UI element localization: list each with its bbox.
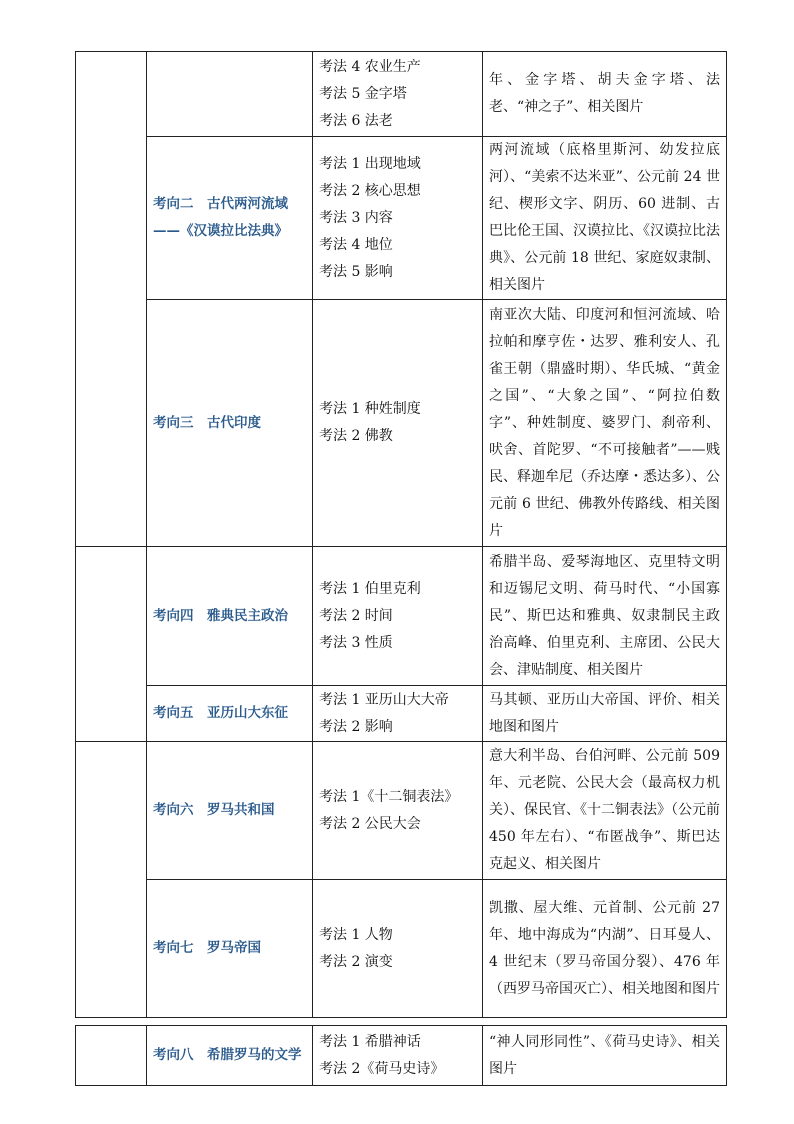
method-cell xyxy=(313,880,483,1018)
method-item: 考法 2 公民大会 xyxy=(319,815,421,832)
keywords-cell xyxy=(483,137,727,300)
table-row xyxy=(76,880,727,1018)
unit-cell xyxy=(76,1026,147,1086)
keywords-text: 南亚次大陆、印度河和恒河流域、哈拉帕和摩亨佐・达罗、雅利安人、孔雀王朝（鼎盛时期）、华氏城、“黄金之国”、“大象之国”、“阿拉伯数字”、种姓制度、婆罗门、刹帝利、吠舍、首陀罗、“不可接触者”——贱民、释迦牟尼（乔达摩・悉达多）、公元前 6 世纪、佛教外传路线、相关图片 xyxy=(489,306,720,539)
keywords-text: 希腊半岛、爱琴海地区、克里特文明和迈锡尼文明、荷马时代、“小国寡民”、斯巴达和雅典、奴隶制民主政治高峰、伯里克利、主席团、公民大会、津贴制度、相关图片 xyxy=(489,553,720,678)
method-item: 考法 1 人物 xyxy=(319,926,393,943)
keywords-text: 马其顿、亚历山大帝国、评价、相关地图和图片 xyxy=(489,691,720,735)
table-row xyxy=(76,137,727,300)
topic-heading-cell xyxy=(147,137,313,300)
topic-heading: 考向二 古代两河流域——《汉谟拉比法典》 xyxy=(153,196,288,239)
method-item: 考法 5 影响 xyxy=(319,263,393,280)
method-item: 考法 4 地位 xyxy=(319,236,393,253)
topic-heading: 考向八 希腊罗马的文学 xyxy=(153,1047,302,1063)
keywords-cell xyxy=(483,742,727,880)
unit-cell xyxy=(76,52,147,547)
topic-heading-cell xyxy=(147,742,313,880)
method-cell xyxy=(313,742,483,880)
topic-heading: 考向四 雅典民主政治 xyxy=(153,607,288,624)
method-item: 考法 3 内容 xyxy=(319,209,393,226)
keywords-text: 两河流域（底格里斯河、幼发拉底河）、“美索不达米亚”、公元前 24 世纪、楔形文字、阴历、60 进制、古巴比伦王国、汉谟拉比、《汉谟拉比法典》、公元前 18 世纪、家庭奴隶制、相关图片 xyxy=(489,142,720,293)
table-row xyxy=(76,300,727,547)
method-item: 考法 2 影响 xyxy=(319,718,393,735)
keywords-cell xyxy=(483,547,727,686)
topic-heading: 考向六 罗马共和国 xyxy=(153,802,275,818)
method-item: 考法 2 佛教 xyxy=(319,428,393,444)
table-row xyxy=(76,742,727,880)
topic-heading-cell xyxy=(147,547,313,686)
method-item: 考法 1 种姓制度 xyxy=(319,401,421,417)
keywords-text: 凯撒、屋大维、元首制、公元前 27 年、地中海成为“内湖”、日耳曼人、4 世纪末（罗马帝国分裂）、476 年（西罗马帝国灭亡）、相关地图和图片 xyxy=(489,899,720,997)
keywords-cell xyxy=(483,880,727,1018)
method-item: 考法 3 性质 xyxy=(319,634,393,651)
unit-cell xyxy=(76,547,147,742)
method-item: 考法 2 核心思想 xyxy=(319,182,421,199)
topic-heading-cell xyxy=(147,1026,313,1086)
method-cell xyxy=(313,137,483,300)
keywords-cell xyxy=(483,52,727,137)
method-item: 考法 2 时间 xyxy=(319,607,393,624)
keywords-text: 年、金字塔、胡夫金字塔、法老、“神之子”、相关图片 xyxy=(489,72,720,115)
method-item: 考法 1《十二铜表法》 xyxy=(319,788,459,805)
keywords-text: “神人同形同性”、《荷马史诗》、相关图片 xyxy=(489,1033,720,1077)
topic-heading: 考向七 罗马帝国 xyxy=(153,940,261,956)
unit-cell xyxy=(76,742,147,1018)
method-cell xyxy=(313,52,483,137)
keywords-cell xyxy=(483,1026,727,1086)
topic-heading: 考向五 亚历山大东征 xyxy=(153,705,288,721)
table-row xyxy=(76,686,727,742)
table-row xyxy=(76,1026,727,1086)
method-cell xyxy=(313,547,483,686)
topic-heading-cell xyxy=(147,686,313,742)
method-cell xyxy=(313,300,483,547)
method-item: 考法 1 希腊神话 xyxy=(319,1033,421,1050)
method-item: 考法 4 农业生产 xyxy=(319,58,421,75)
table-row xyxy=(76,52,727,137)
method-item: 考法 2 演变 xyxy=(319,953,393,970)
topic-heading-cell xyxy=(147,52,313,137)
method-cell xyxy=(313,686,483,742)
method-item: 考法 1 伯里克利 xyxy=(319,580,421,597)
exam-topics-table-continued xyxy=(75,1025,727,1086)
method-item: 考法 1 出现地域 xyxy=(319,155,421,172)
keywords-text: 意大利半岛、台伯河畔、公元前 509 年、元老院、公民大会（最高权力机关）、保民官、《十二铜表法》（公元前 450 年左右）、“布匿战争”、斯巴达克起义、相关图片 xyxy=(489,748,720,872)
keywords-cell xyxy=(483,300,727,547)
topic-heading-cell xyxy=(147,880,313,1018)
exam-topics-table xyxy=(75,51,727,1018)
topic-heading: 考向三 古代印度 xyxy=(153,414,261,431)
table-row xyxy=(76,547,727,686)
method-item: 考法 5 金字塔 xyxy=(319,85,407,102)
method-item: 考法 1 亚历山大大帝 xyxy=(319,691,449,708)
keywords-cell xyxy=(483,686,727,742)
method-cell xyxy=(313,1026,483,1086)
topic-heading-cell xyxy=(147,300,313,547)
method-item: 考法 2《荷马史诗》 xyxy=(319,1060,445,1077)
method-item: 考法 6 法老 xyxy=(319,112,393,129)
